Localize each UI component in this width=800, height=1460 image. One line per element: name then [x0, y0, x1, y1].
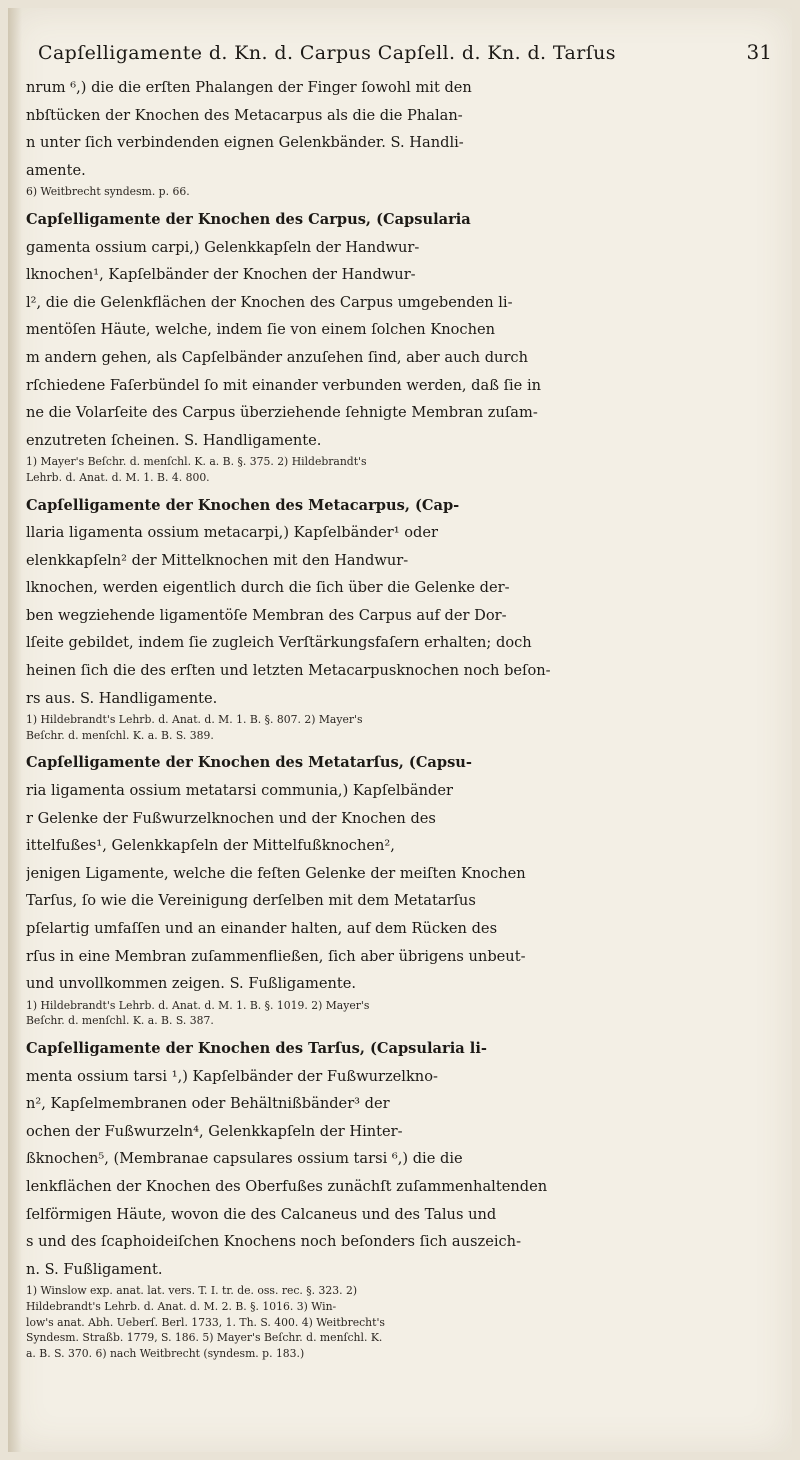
text-line: ochen der Fußwurzeln⁴, Gelenkkapſeln der Hinter-: [26, 1122, 403, 1140]
dictionary-entry: [26, 749, 770, 997]
footnote-block: [26, 184, 770, 200]
footnote-block: [26, 1283, 770, 1361]
text-block: [26, 74, 770, 184]
page-header: [38, 16, 772, 64]
text-line: ne die Volarſeite des Carpus überziehende ſehnigte Membran zuſam-: [26, 404, 538, 422]
footnote-line: Hildebrandt's Lehrb. d. Anat. d. M. 2. B. §. 1016. 3) Win-: [26, 1299, 337, 1313]
page-gutter-shadow: [8, 8, 22, 1452]
text-line: gamenta ossium carpi,) Gelenkkapſeln der Handwur-: [26, 238, 420, 256]
text-line: rs aus. S. Handligamente.: [26, 689, 218, 707]
page-content: [26, 74, 770, 1367]
footnote-line: low's anat. Abh. Ueberſ. Berl. 1733, 1. Th. S. 400. 4) Weitbrecht's: [26, 1315, 385, 1329]
text-line: n², Kapſelmembranen oder Behältnißbänder³ der: [26, 1095, 390, 1113]
footnote-line: 1) Hildebrandt's Lehrb. d. Anat. d. M. 1. B. §. 1019. 2) Mayer's: [26, 998, 370, 1012]
block-spacer: [26, 1361, 770, 1367]
footnote-line: 1) Winslow exp. anat. lat. vers. T. I. tr. de. oss. rec. §. 323. 2): [26, 1284, 358, 1298]
text-line: menta ossium tarsi ¹,) Kapſelbänder der Fußwurzelkno-: [26, 1067, 438, 1085]
text-line: Capſelligamente der Knochen des Tarſus, (Capsularia li-: [26, 1039, 487, 1057]
text-line: lknochen¹, Kapſelbänder der Knochen der Handwur-: [26, 266, 416, 284]
dictionary-entry: [26, 492, 770, 713]
dictionary-entry: [26, 206, 770, 454]
text-line: elenkkapſeln² der Mittelknochen mit den Handwur-: [26, 551, 409, 569]
running-title: Capſelligamente d. Kn. d. Carpus Capſell. d. Kn. d. Tarſus: [38, 42, 616, 64]
text-line: Capſelligamente der Knochen des Metatarſus, (Capsu-: [26, 754, 472, 772]
text-line: nrum ⁶,) die die erſten Phalangen der Finger ſowohl mit den: [26, 79, 472, 96]
text-line: m andern gehen, als Capſelbänder anzuſehen ſind, aber auch durch: [26, 348, 528, 366]
text-line: nbſtücken der Knochen des Metacarpus als die die Phalan-: [26, 106, 463, 124]
text-line: Capſelligamente der Knochen des Metacarpus, (Cap-: [26, 496, 460, 514]
text-line: ria ligamenta ossium metatarsi communia,) Kapſelbänder: [26, 782, 453, 800]
text-line: n unter ſich verbindenden eignen Gelenkbänder. S. Handli-: [26, 134, 464, 152]
text-line: lknochen, werden eigentlich durch die ſich über die Gelenke der-: [26, 579, 510, 597]
text-line: ſelförmigen Häute, wovon die des Calcaneus und des Talus und: [26, 1205, 497, 1223]
text-line: jenigen Ligamente, welche die feſten Gelenke der meiſten Knochen: [26, 864, 526, 882]
text-line: Tarſus, ſo wie die Vereinigung derſelben mit dem Metatarſus: [26, 892, 476, 910]
text-line: amente.: [26, 161, 86, 179]
text-line: ben wegziehende ligamentöſe Membran des Carpus auf der Dor-: [26, 606, 507, 624]
book-page: [8, 8, 792, 1452]
footnote-line: Lehrb. d. Anat. d. M. 1. B. 4. 800.: [26, 470, 210, 484]
text-line: n. S. Fußligament.: [26, 1260, 163, 1278]
text-line: r Gelenke der Fußwurzelknochen und der Knochen des: [26, 809, 436, 827]
text-line: lenkflächen der Knochen des Oberfußes zunächſt zuſammenhaltenden: [26, 1177, 548, 1195]
text-line: pſelartig umfaſſen und an einander halten, auf dem Rücken des: [26, 920, 498, 937]
text-line: rſchiedene Faſerbündel ſo mit einander verbunden werden, daß ſie in: [26, 376, 542, 394]
text-line: llaria ligamenta ossium metacarpi,) Kapſelbänder¹ oder: [26, 524, 438, 542]
text-line: mentöſen Häute, welche, indem ſie von einem ſolchen Knochen: [26, 321, 496, 339]
text-line: rſus in eine Membran zuſammenfließen, ſich aber übrigens unbeut-: [26, 947, 526, 965]
text-line: und unvollkommen zeigen. S. Fußligamente.: [26, 975, 356, 993]
footnote-block: [26, 454, 770, 485]
footnote-line: 6) Weitbrecht syndesm. p. 66.: [26, 185, 190, 199]
footnote-line: Beſchr. d. menſchl. K. a. B. S. 389.: [26, 728, 214, 742]
text-line: heinen ſich die des erſten und letzten Metacarpusknochen noch beſon-: [26, 662, 551, 680]
text-line: enzutreten ſcheinen. S. Handligamente.: [26, 431, 322, 449]
footnote-line: Beſchr. d. menſchl. K. a. B. S. 387.: [26, 1014, 214, 1028]
footnote-line: a. B. S. 370. 6) nach Weitbrecht (syndesm. p. 183.): [26, 1346, 305, 1360]
text-line: s und des ſcaphoideiſchen Knochens noch beſonders ſich auszeich-: [26, 1233, 522, 1251]
text-line: ittelfußes¹, Gelenkkapſeln der Mittelfußknochen²,: [26, 837, 395, 855]
page-number: 31: [746, 40, 772, 64]
footnote-line: 1) Hildebrandt's Lehrb. d. Anat. d. M. 1. B. §. 807. 2) Mayer's: [26, 713, 363, 727]
text-line: Capſelligamente der Knochen des Carpus, (Capsularia: [26, 210, 471, 228]
text-line: ßknochen⁵, (Membranae capsulares ossium tarsi ⁶,) die die: [26, 1150, 463, 1168]
footnote-block: [26, 712, 770, 743]
text-line: l², die die Gelenkflächen der Knochen des Carpus umgebenden li-: [26, 293, 513, 311]
dictionary-entry: [26, 1035, 770, 1283]
footnote-line: Syndesm. Straßb. 1779, S. 186. 5) Mayer's Beſchr. d. menſchl. K.: [26, 1331, 383, 1345]
footnote-block: [26, 998, 770, 1029]
text-line: lſeite gebildet, indem ſie zugleich Verſtärkungsfaſern erhalten; doch: [26, 634, 532, 652]
footnote-line: 1) Mayer's Beſchr. d. menſchl. K. a. B. §. 375. 2) Hildebrandt's: [26, 455, 367, 469]
